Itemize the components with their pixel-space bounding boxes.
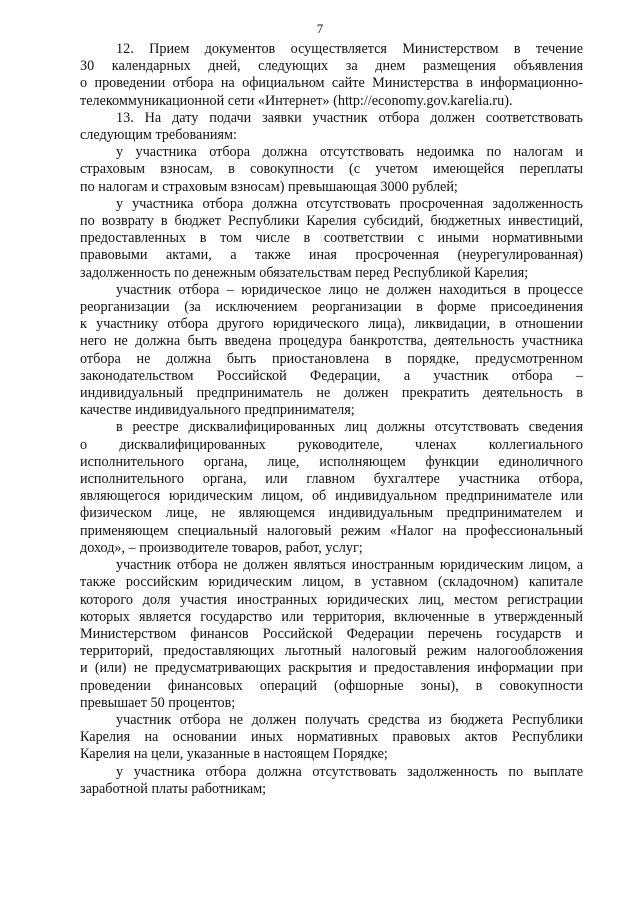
paragraph: [80, 557, 583, 712]
page-number: 7: [316, 21, 324, 36]
text-line: о проведении отбора на официальном сайте Министерства в информационно-: [80, 75, 583, 92]
text-line: заработной платы работникам;: [80, 780, 267, 797]
text-line: страховым взносам, в совокупности (с учетом имеющейся переплаты: [80, 161, 583, 178]
text-line: 30 календарных дней, следующих за днем размещения объявления: [80, 58, 583, 75]
text-line: к участнику отбора другого юридического лица), ликвидации, в отношении: [80, 316, 583, 333]
text-line: применяющем специальный налоговый режим «Налог на профессиональный: [80, 522, 583, 539]
paragraph: [80, 41, 583, 110]
text-line: Министерством финансов Российской Федерации перечень государств и: [80, 625, 583, 642]
document-body: [80, 41, 583, 798]
text-line: по возврату в бюджет Республики Карелия субсидий, бюджетных инвестиций,: [80, 213, 583, 230]
paragraph: [80, 764, 583, 798]
paragraph: [80, 110, 583, 144]
text-line: которых является государство или территория, включенные в утвержденный: [80, 608, 583, 625]
text-line: 12. Прием документов осуществляется Министерством в течение: [116, 41, 583, 57]
text-line: о дисквалифицированных руководителе, членах коллегиального: [80, 436, 583, 453]
text-line: в реестре дисквалифицированных лиц должны отсутствовать сведения: [116, 419, 583, 436]
text-line: исполнительного органа, или главном бухгалтере участника отбора,: [80, 471, 583, 488]
paragraph: [80, 712, 583, 764]
text-line: по налогам и страховым взносам) превышающая 3000 рублей;: [80, 178, 458, 195]
text-line: проведении финансовых операций (офшорные зоны), в совокупности: [80, 677, 583, 694]
text-line: которого доля участия иностранных юридических лиц, местом регистрации: [80, 591, 583, 608]
text-line: территорий, предоставляющих льготный налоговый режим налогообложения: [80, 643, 583, 660]
text-line: физическом лице, не являющемся индивидуальным предпринимателем и: [80, 505, 583, 522]
paragraph: [80, 282, 583, 420]
text-line: качестве индивидуального предпринимателя;: [80, 402, 355, 419]
text-line: исполнительного органа, лице, исполняющем функции единоличного: [80, 453, 583, 470]
text-line: также российским юридическим лицом, в уставном (складочном) капитале: [80, 574, 583, 591]
text-line: у участника отбора должна отсутствовать просроченная задолженность: [116, 195, 583, 212]
text-line: него не должна быть введена процедура банкротства, деятельность участника: [80, 333, 583, 350]
text-line: превышает 50 процентов;: [80, 694, 236, 711]
text-line: следующим требованиям:: [80, 127, 237, 144]
text-line: законодательством Российской Федерации, а участник отбора –: [80, 367, 583, 384]
text-line: отбора не должна быть приостановлена в порядке, предусмотренном: [80, 350, 583, 367]
paragraph: [80, 144, 583, 196]
text-line: задолженность по денежным обязательствам перед Республикой Карелия;: [80, 264, 529, 281]
text-line: участник отбора не должен являться иностранным юридическим лицом, а: [116, 557, 583, 574]
text-line: участник отбора не должен получать средства из бюджета Республики: [116, 711, 583, 728]
text-line: и (или) не предусматривающих раскрытия и предоставления информации при: [80, 660, 583, 677]
text-line: правовыми актами, а также иная просроченная (неурегулированная): [80, 247, 583, 264]
text-line: реорганизации (за исключением реорганизации в форме присоединения: [80, 299, 583, 316]
text-line: доход», – производителе товаров, работ, услуг;: [80, 539, 363, 556]
text-line: телекоммуникационной сети «Интернет» (http://economy.gov.karelia.ru).: [80, 92, 513, 109]
text-line: Карелия на основании иных нормативных правовых актов Республики: [80, 729, 583, 746]
text-line: предоставленных в том числе в соответствии с иными нормативными: [80, 230, 583, 247]
paragraph: [80, 419, 583, 557]
text-line: 13. На дату подачи заявки участник отбора должен соответствовать: [116, 109, 583, 126]
text-line: участник отбора – юридическое лицо не должен находиться в процессе: [116, 281, 583, 298]
paragraph: [80, 196, 583, 282]
text-line: у участника отбора должна отсутствовать задолженность по выплате: [116, 763, 583, 780]
text-line: Карелия на цели, указанные в настоящем Порядке;: [80, 746, 388, 763]
text-line: индивидуальный предприниматель не должен прекратить деятельность в: [80, 385, 583, 402]
text-line: у участника отбора должна отсутствовать недоимка по налогам и: [116, 144, 583, 161]
text-line: являющегося юридическим лицом, об индивидуальном предпринимателе или: [80, 488, 583, 505]
